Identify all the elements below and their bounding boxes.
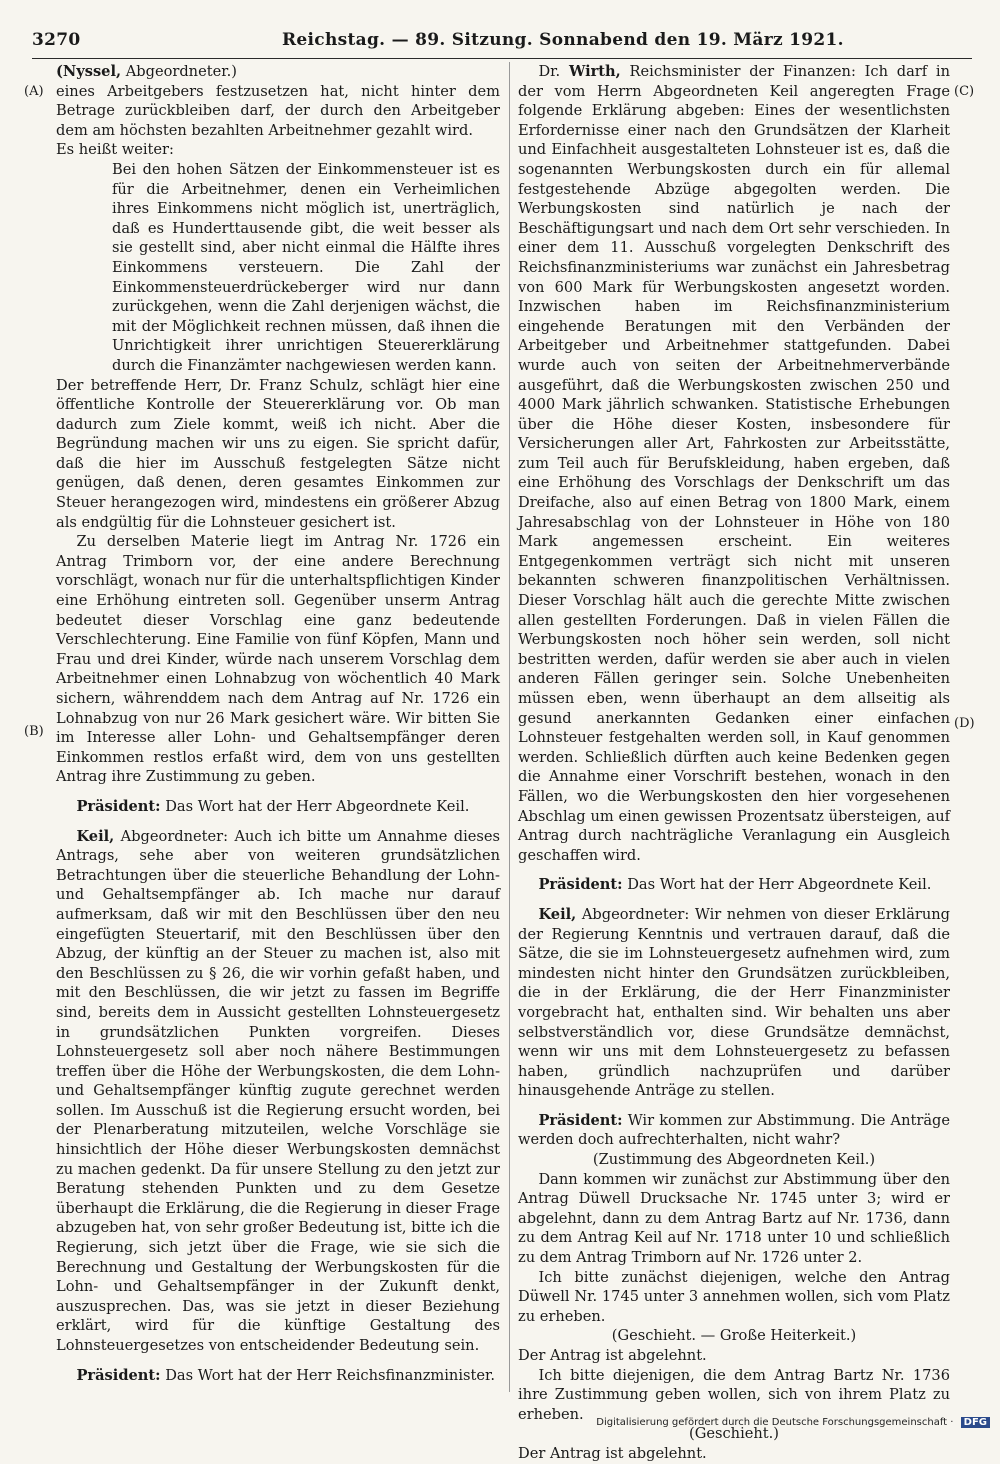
left-column: [56, 62, 500, 1385]
margin-marker-c: (C): [954, 84, 975, 99]
page-title: Reichstag. — 89. Sitzung. Sonnabend den 19. März 1921.: [282, 30, 844, 50]
header-rule: [32, 58, 972, 59]
speech-text: Abgeordneter: Wir nehmen von dieser Erklärung der Regierung Kenntnis und vertrauen darauf, daß die Sätze, die sie im Lohnsteuergesetz aufnehmen wird, zum mindesten nicht hinter den Grundsätzen zurückbleiben, die in der Erklärung, die der Herr Finanzminister vorgebracht hat, enthalten sind. Wir behalten uns aber selbstverständlich vor, diese Grundsätze demnächst, wenn wir uns mit dem Lohnsteuergesetz zu befassen haben, gründlich nachzuprüfen und darüber hinausgehende Anträge zu stellen.: [518, 905, 951, 1100]
stage-direction: (Geschieht. — Große Heiterkeit.): [611, 1327, 857, 1345]
stage-direction: (Zustimmung des Abgeordneten Keil.): [592, 1151, 876, 1169]
speech-text: Reichsminister der Finanzen: Ich darf in der vom Herrn Abgeordneten Keil angeregten Frage folgende Erklärung abgeben: Eines der wesentlichsten Erfordernisse einer nach den Grundsätzen der Klarheit und Einfachheit ausgestalteten Lohnsteuer ist es, daß die sogenannten Werbungskosten durch ein für allemal festgestehende Abzüge abgegolten werden. Die Werbungskosten sind natürlich je nach der Beschäftigungsart und nach dem Ort sehr verschieden. In einer dem 11. Ausschuß vorgelegten Denkschrift des Reichsfinanzministeriums war zunächst ein Jahresbetrag von 600 Mark für Werbungskosten angesetzt worden. Inzwischen haben im Reichsfinanzministerium eingehende Beratungen mit den Verbänden der Arbeitgeber und Arbeitnehmer stattgefunden. Dabei wurde auch von seiten der Arbeitnehmerverbände ausgeführt, daß die Werbungskosten zwischen 250 und 4000 Mark jährlich schwanken. Statistische Erhebungen über die Höhe dieser Kosten, insbesondere für Versicherungen aller Art, Fahrkosten zur Arbeitsstätte, zum Teil auch für Berufskleidung, haben ergeben, daß eine Erhöhung des Vorschlags der Denkschrift um das Dreifache, also auf einen Betrag von 1800 Mark, einem Jahresabschlag von der Lohnsteuer in Höhe von 180 Mark angemessen erscheint. Ein weiteres Entgegenkommen verträgt sich nicht mit unseren bekannten schweren finanzpolitischen Verhältnissen. Dieser Vorschlag hält auch die gerechte Mitte zwischen allen gestellten Forderungen. Daß in vielen Fällen die Werbungskosten noch höher sein werden, soll nicht bestritten werden, dafür werden sie aber auch in vielen anderen Fällen geringer sein. Solche Unebenheiten müssen eben, wenn überhaupt an dem allseitig als gesund anerkannten Gedanken einer einfachen Lohnsteuer festgehalten werden soll, in Kauf genommen werden. Schließlich dürften auch keine Bedenken gegen die Annahme einer Vorschrift bestehen, wonach in den Fällen, wo die Werbungskosten den hier vorgesehenen Abschlag um einen gewissen Prozentsatz übersteigen, auf Antrag durch nachträgliche Veranlagung ein Ausgleich geschaffen wird.: [518, 63, 950, 864]
speech-text: Abgeordneter: Auch ich bitte um Annahme dieses Antrags, sehe aber von weiteren grundsätzlichen Betrachtungen über die steuerliche Behandlung der Lohn- und Gehaltsempfänger ab. Ich mache nur darauf aufmerksam, daß wir mit den Beschlüssen über den neu eingefügten Steuertarif, mit den Beschlüssen über den Abzug, der künftig an der Steuer zu machen ist, also mit den Beschlüssen zu § 26, die wir vorhin gefaßt haben, und mit den Beschlüssen, die wir jetzt zu fassen im Begriffe sind, bereits dem in Aussicht gestellten Lohnsteuergesetz in grundsätzlichen Punkten vorgreifen. Dieses Lohnsteuergesetz soll aber noch nähere Bestimmungen treffen über die Höhe der Werbungskosten, die dem Lohn- und Gehaltsempfänger künftig zugute gerechnet werden sollen. Im Ausschuß ist die Regierung ersucht worden, bei der Plenarberatung mitzuteilen, welche Vorschläge sie hinsichtlich der Höhe dieser Werbungskosten demnächst zu machen gedenkt. Da für unsere Stellung zu den jetzt zur Beratung stehenden Punkten und zu dem Gesetze überhaupt die Erklärung, die die Regierung in dieser Frage abzugeben hat, von sehr großer Bedeutung ist, bitte ich die Regierung, sich jetzt über die Frage, wie sie sich die Berechnung und Gestaltung der Werbungskosten für die Lohn- und Gehaltsempfänger in der Zukunft denkt, auszusprechen. Das, was sie jetzt in dieser Beziehung erklärt, wird für die künftige Gestaltung des Lohnsteuergesetzes von entscheidender Bedeutung sein.: [56, 827, 501, 1354]
paragraph: Dann kommen wir zunächst zur Abstimmung über den Antrag Düwell Drucksache Nr. 1745 unter 3; wird er abgelehnt, dann zu dem Antrag Bartz auf Nr. 1736, dann zu dem Antrag Keil auf Nr. 1718 unter 10 und schließlich zu dem Antrag Trimborn auf Nr. 1726 unter 2.: [518, 1170, 950, 1267]
speaker-name: Präsident:: [76, 797, 161, 815]
paragraph: Es heißt weiter:: [56, 141, 174, 159]
page-number: 3270: [32, 30, 81, 50]
paragraph: Zu derselben Materie liegt im Antrag Nr. 1726 ein Antrag Trimborn vor, der eine andere Berechnung vorschlägt, wonach nur für die unterhaltspflichtigen Kinder eine Erhöhung eintreten soll. Gegenüber unserm Antrag bedeutet dieser Vorschlag eine ganz bedeutende Verschlechterung. Eine Familie von fünf Köpfen, Mann und Frau und drei Kinder, würde nach unserem Vorschlag dem Arbeitnehmer einen Lohnabzug von wöchentlich 40 Mark sichern, währenddem nach dem Antrag auf Nr. 1726 ein Lohnabzug von nur 26 Mark gesichert wäre. Wir bitten Sie im Interesse aller Lohn- und Gehaltsempfänger deren Einkommen restlos erfaßt wird, dem von uns gestellten Antrag ihre Zustimmung zu geben.: [56, 533, 500, 786]
speech-president: [56, 1366, 500, 1386]
right-column: [518, 62, 950, 1464]
paragraph: Ich bitte zunächst diejenigen, welche den Antrag Düwell Nr. 1745 unter 3 annehmen wollen, sich vom Platz zu erheben.: [518, 1268, 950, 1325]
speaker-prefix: Dr.: [538, 63, 561, 80]
quotation: Bei den hohen Sätzen der Einkommensteuer ist es für die Arbeitnehmer, denen ein Verheimlichen ihres Einkommens nicht möglich ist, unerträglich, daß es Hunderttausende gibt, die weit besser als sie gestellt sind, aber nicht einmal die Hälfte ihres Einkommens versteuern. Die Zahl der Einkommensteuerdrückeberger wird nur dann zurückgehen, wenn die Zahl derjenigen wächst, die mit der Möglichkeit rechnen müssen, daß ihnen die Unrichtigkeit ihrer unrichtigen Steuererklärung durch die Finanzämter nachgewiesen werden kann.: [112, 160, 500, 374]
speech-text: Das Wort hat der Herr Abgeordnete Keil.: [627, 876, 932, 894]
speaker-name: Präsident:: [76, 1366, 161, 1384]
margin-marker-b: (B): [24, 724, 44, 739]
stage-direction: (Geschieht.): [689, 1425, 779, 1443]
margin-marker-a: (A): [24, 84, 44, 99]
paragraph: Der betreffende Herr, Dr. Franz Schulz, schlägt hier eine öffentliche Kontrolle der Steuererklärung vor. Ob man dadurch zum Ziele kommt, weiß ich nicht. Aber die Begründung machen wir uns zu eigen. Sie spricht dafür, daß die hier im Ausschuß festgelegten Sätze nicht genügen, daß denen, deren gesamtes Einkommen zur Steuer herangezogen wird, mindestens ein größerer Abzug als endgültig für die Lohnsteuer gesichert ist.: [56, 376, 500, 531]
speech-text: Das Wort hat der Herr Abgeordnete Keil.: [165, 797, 470, 815]
speech-president: [518, 1111, 950, 1150]
speech-wirth: [518, 62, 950, 865]
speaker-continuation: [56, 62, 500, 82]
paragraph: Ich bitte diejenigen, die dem Antrag Bartz Nr. 1736 ihre Zustimmung geben wollen, sich von ihrem Platz zu erheben.: [518, 1366, 950, 1423]
margin-marker-d: (D): [954, 716, 975, 731]
speaker-name: Präsident:: [538, 1111, 623, 1129]
paragraph: Der Antrag ist abgelehnt.: [518, 1347, 707, 1364]
digitization-credit: [596, 1417, 990, 1428]
dfg-logo: DFG: [961, 1417, 990, 1428]
speech-keil: [518, 905, 950, 1101]
speech-text: Das Wort hat der Herr Reichsfinanzminister.: [165, 1366, 495, 1384]
speaker-name: Keil,: [76, 827, 115, 845]
speaker-name: Präsident:: [538, 876, 623, 894]
paragraph: eines Arbeitgebers festzusetzen hat, nicht hinter dem Betrage zurückbleiben darf, der durch den Arbeitgeber dem am höchsten bezahlten Arbeitnehmer gezahlt wird.: [56, 82, 500, 139]
speaker-name: Wirth,: [568, 63, 621, 80]
speech-president: [518, 875, 950, 895]
speaker-name: (Nyssel,: [56, 63, 122, 80]
speaker-role: Abgeordneter.): [125, 63, 237, 80]
speaker-name: Keil,: [538, 905, 577, 923]
page-header: [32, 30, 972, 56]
paragraph: Der Antrag ist abgelehnt.: [518, 1444, 707, 1462]
credit-text: Digitalisierung gefördert durch die Deutsche Forschungsgemeinschaft ·: [596, 1417, 954, 1428]
speech-keil: [56, 827, 500, 1356]
column-divider: [509, 62, 510, 1392]
speech-text: Wir kommen zur Abstimmung. Die Anträge werden doch aufrechterhalten, nicht wahr?: [518, 1111, 950, 1149]
speech-president: [56, 797, 500, 817]
